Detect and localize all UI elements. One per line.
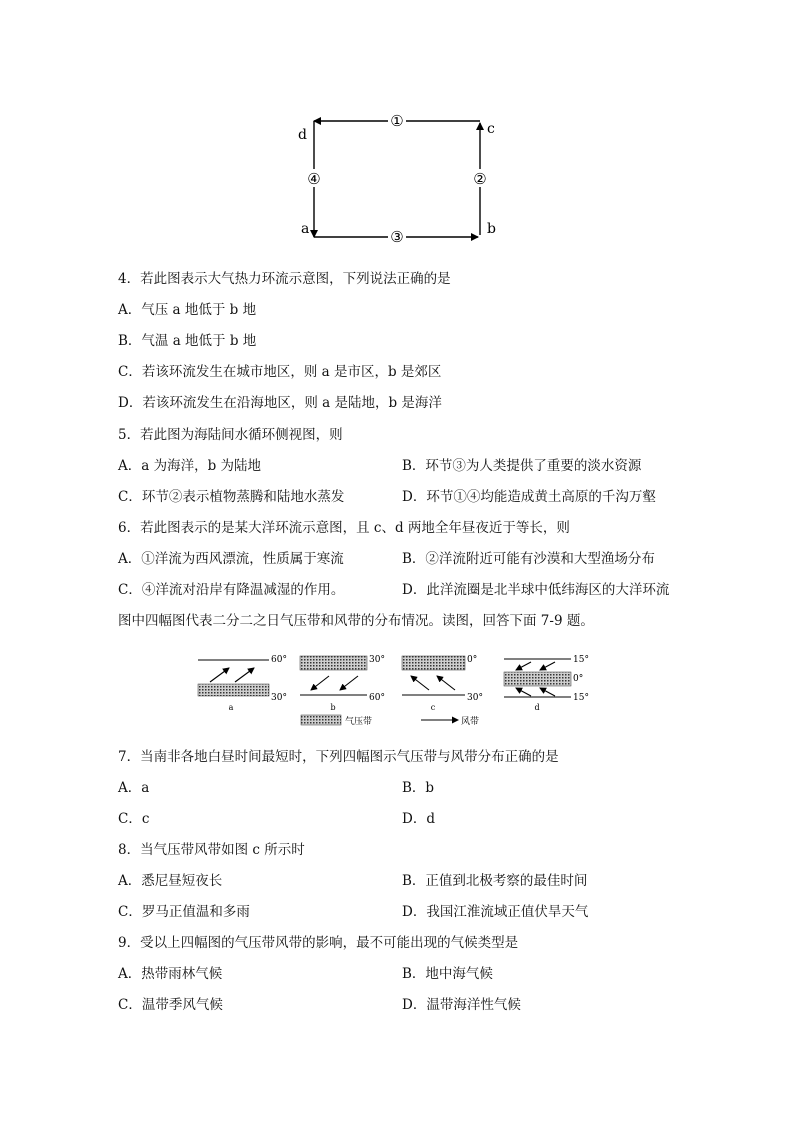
- panel-c-label: c: [430, 703, 436, 712]
- q4-option-d: D．若该环流发生在沿海地区，则 a 是陆地，b 是海洋: [118, 395, 442, 411]
- q4-option-a: A．气压 a 地低于 b 地: [118, 302, 257, 318]
- q5-option-b: B．环节③为人类提供了重要的淡水资源: [402, 458, 642, 474]
- q9-option-a: A．热带雨林气候: [118, 966, 223, 982]
- q8-option-b: B．正值到北极考察的最佳时间: [402, 873, 588, 889]
- q6-option-b: B．②洋流附近可能有沙漠和大型渔场分布: [402, 551, 655, 567]
- panel-c-top-lat: 0°: [467, 655, 478, 665]
- node-circle4: ④: [307, 170, 321, 188]
- q8-option-d: D．我国江淮流域正值伏旱天气: [402, 904, 589, 920]
- panel-a-label: a: [228, 703, 234, 712]
- q7-option-c: C．c: [118, 811, 150, 827]
- q4-option-c: C．若该环流发生在城市地区，则 a 是市区，b 是郊区: [118, 364, 442, 380]
- q5-option-d: D．环节①④均能造成黄土高原的千沟万壑: [402, 489, 656, 505]
- q6-stem: 6．若此图表示的是某大洋环流示意图，且 c、d 两地全年昼夜近于等长，则: [118, 520, 570, 536]
- node-a: a: [301, 221, 310, 237]
- node-circle1: ①: [390, 112, 404, 130]
- panel-b-label: b: [330, 703, 336, 712]
- q9-option-b: B．地中海气候: [402, 966, 493, 982]
- q6-option-a: A．①洋流为西风漂流，性质属于寒流: [118, 551, 344, 567]
- q8-stem: 8．当气压带风带如图 c 所示时: [118, 842, 305, 858]
- q7-option-a: A．a: [118, 780, 150, 796]
- node-circle3: ③: [390, 228, 404, 246]
- panel-b-bottom-lat: 60°: [369, 693, 385, 703]
- panel-c-bottom-lat: 30°: [467, 693, 483, 703]
- q5-option-a: A．a 为海洋，b 为陆地: [118, 458, 262, 474]
- panel-d-top-lat: 15°: [573, 655, 589, 665]
- pressure-wind-belts-diagram: [193, 650, 613, 730]
- q8-option-c: C．罗马正值温和多雨: [118, 904, 250, 920]
- q5-stem: 5．若此图为海陆间水循环侧视图，则: [118, 427, 343, 443]
- q7-stem: 7．当南非各地白昼时间最短时，下列四幅图示气压带与风带分布正确的是: [118, 749, 559, 765]
- panel-d-bottom-lat: 15°: [573, 693, 589, 703]
- circulation-diagram: [290, 105, 510, 250]
- q5-option-c: C．环节②表示植物蒸腾和陆地水蒸发: [118, 489, 345, 505]
- panel-a-bottom-lat: 30°: [271, 693, 287, 703]
- q4-option-b: B．气温 a 地低于 b 地: [118, 333, 257, 349]
- legend-pressure-belt: 气压带: [345, 717, 373, 727]
- node-circle2: ②: [473, 170, 487, 188]
- node-b: b: [487, 221, 496, 237]
- intro-7-9: 图中四幅图代表二分二之日气压带和风带的分布情况。读图，回答下面 7-9 题。: [118, 613, 594, 629]
- q8-option-a: A．悉尼昼短夜长: [118, 873, 223, 889]
- legend-wind-belt: 风带: [461, 717, 480, 727]
- node-d: d: [298, 127, 307, 143]
- q4-stem: 4．若此图表示大气热力环流示意图，下列说法正确的是: [118, 271, 451, 287]
- node-c: c: [487, 121, 495, 137]
- panel-d-mid-lat: 0°: [573, 674, 584, 684]
- q7-option-d: D．d: [402, 811, 435, 827]
- panel-d-label: d: [534, 703, 540, 712]
- q9-option-c: C．温带季风气候: [118, 997, 223, 1013]
- panel-a-top-lat: 60°: [271, 655, 287, 665]
- panel-b-top-lat: 30°: [369, 655, 385, 665]
- q9-option-d: D．温带海洋性气候: [402, 997, 521, 1013]
- q7-option-b: B．b: [402, 780, 435, 796]
- q6-option-d: D．此洋流圈是北半球中低纬海区的大洋环流: [402, 582, 670, 598]
- q6-option-c: C．④洋流对沿岸有降温减湿的作用。: [118, 582, 345, 598]
- q9-stem: 9．受以上四幅图的气压带风带的影响，最不可能出现的气候类型是: [118, 935, 519, 951]
